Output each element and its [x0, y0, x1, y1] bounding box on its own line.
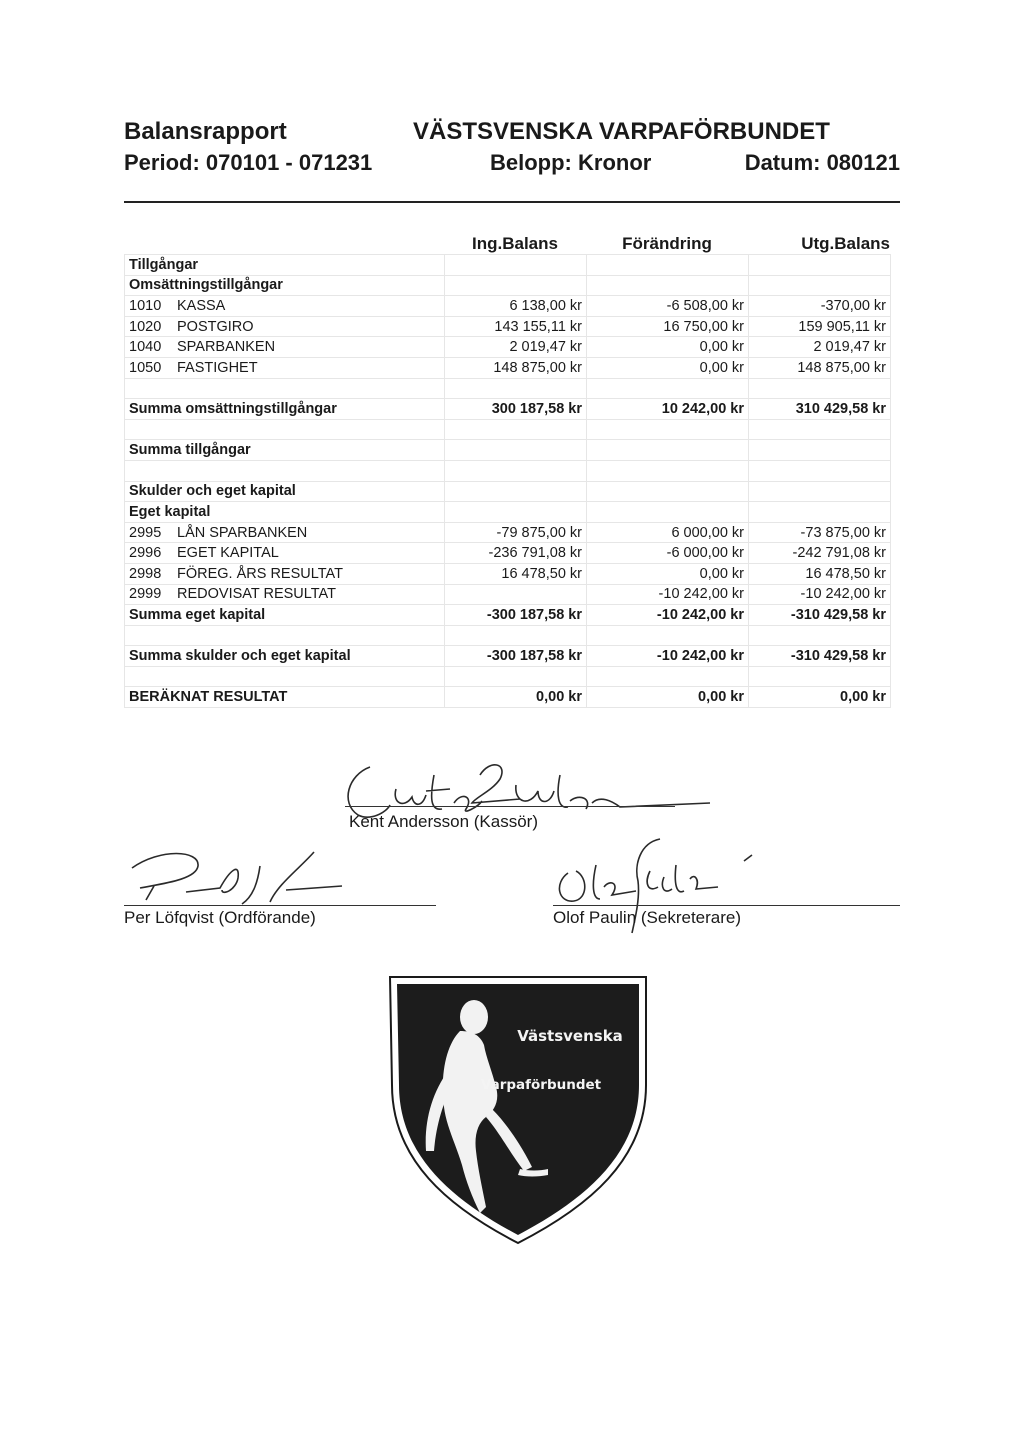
value-closing — [749, 481, 891, 502]
row-label — [125, 275, 445, 296]
account-number: 1040 — [129, 339, 162, 356]
report-title: Balansrapport — [124, 118, 287, 145]
account-name: LÅN SPARBANKEN — [177, 524, 308, 541]
row-label — [125, 502, 445, 523]
value-closing: 2 019,47 kr — [749, 337, 891, 358]
value-change — [587, 378, 749, 399]
value-change: -10 242,00 kr — [587, 605, 749, 626]
organisation-name: VÄSTSVENSKA VARPAFÖRBUNDET — [413, 118, 830, 145]
table-row — [125, 502, 891, 523]
report-period: Period: 070101 - 071231 — [124, 150, 373, 175]
value-closing: -73 875,00 kr — [749, 522, 891, 543]
value-opening: 148 875,00 kr — [445, 357, 587, 378]
row-label — [125, 440, 445, 461]
value-opening: -300 187,58 kr — [445, 646, 587, 667]
value-change — [587, 460, 749, 481]
account-name: Summa eget kapital — [129, 606, 266, 623]
value-closing — [749, 419, 891, 440]
table-row — [125, 275, 891, 296]
value-opening — [445, 481, 587, 502]
table-row — [125, 563, 891, 584]
table-row — [125, 440, 891, 461]
value-opening: -236 791,08 kr — [445, 543, 587, 564]
value-change: 0,00 kr — [587, 357, 749, 378]
value-change: 0,00 kr — [587, 337, 749, 358]
account-number: 2998 — [129, 565, 162, 582]
table-row — [125, 522, 891, 543]
table-row — [125, 543, 891, 564]
column-header-opening: Ing.Balans — [472, 234, 558, 253]
account-name: Tillgångar — [129, 256, 199, 273]
account-number: 2995 — [129, 524, 162, 541]
value-opening — [445, 419, 587, 440]
value-closing — [749, 625, 891, 646]
value-change: -6 000,00 kr — [587, 543, 749, 564]
amount-unit: Belopp: Kronor — [490, 150, 652, 175]
spacer-row — [125, 378, 891, 399]
account-name: Omsättningstillgångar — [129, 277, 283, 294]
value-opening: 0,00 kr — [445, 687, 587, 708]
row-label — [125, 522, 445, 543]
spacer-row — [125, 625, 891, 646]
table-row — [125, 481, 891, 502]
account-name: Summa tillgångar — [129, 442, 251, 459]
row-label — [125, 584, 445, 605]
row-label — [125, 625, 445, 646]
account-name: FÖREG. ÅRS RESULTAT — [177, 565, 343, 582]
spacer-row — [125, 666, 891, 687]
account-name: Summa omsättningstillgångar — [129, 400, 337, 417]
row-label — [125, 460, 445, 481]
spacer-row — [125, 460, 891, 481]
value-closing — [749, 666, 891, 687]
row-label — [125, 316, 445, 337]
chairman-signature-line — [124, 905, 436, 906]
value-closing — [749, 440, 891, 461]
row-label — [125, 399, 445, 420]
value-change — [587, 666, 749, 687]
value-opening: -300 187,58 kr — [445, 605, 587, 626]
row-label — [125, 687, 445, 708]
treasurer-name: Kent Andersson (Kassör) — [349, 812, 538, 831]
value-opening — [445, 625, 587, 646]
value-closing — [749, 275, 891, 296]
value-closing: 16 478,50 kr — [749, 563, 891, 584]
value-change — [587, 625, 749, 646]
value-change — [587, 440, 749, 461]
value-closing — [749, 378, 891, 399]
row-label — [125, 563, 445, 584]
row-label — [125, 296, 445, 317]
table-row — [125, 296, 891, 317]
header-divider — [124, 201, 900, 203]
value-closing: -10 242,00 kr — [749, 584, 891, 605]
value-change — [587, 275, 749, 296]
value-change: 0,00 kr — [587, 687, 749, 708]
column-header-closing: Utg.Balans — [801, 234, 890, 253]
value-opening — [445, 460, 587, 481]
row-label — [125, 481, 445, 502]
value-opening — [445, 502, 587, 523]
value-change — [587, 255, 749, 276]
value-opening: 300 187,58 kr — [445, 399, 587, 420]
value-closing: -370,00 kr — [749, 296, 891, 317]
row-label — [125, 666, 445, 687]
value-opening: 6 138,00 kr — [445, 296, 587, 317]
value-opening — [445, 440, 587, 461]
row-label — [125, 543, 445, 564]
account-name: Eget kapital — [129, 503, 211, 520]
table-row — [125, 316, 891, 337]
value-change: -10 242,00 kr — [587, 646, 749, 667]
value-change — [587, 419, 749, 440]
value-change — [587, 481, 749, 502]
account-name: BERÄKNAT RESULTAT — [129, 689, 288, 706]
spacer-row — [125, 419, 891, 440]
chairman-name: Per Löfqvist (Ordförande) — [124, 908, 316, 927]
logo-text-line1: Västsvenska — [517, 1027, 623, 1045]
value-opening — [445, 666, 587, 687]
value-change: 10 242,00 kr — [587, 399, 749, 420]
table-row — [125, 399, 891, 420]
value-closing: -310 429,58 kr — [749, 605, 891, 626]
value-opening: -79 875,00 kr — [445, 522, 587, 543]
value-closing: 310 429,58 kr — [749, 399, 891, 420]
value-opening — [445, 275, 587, 296]
account-name: FASTIGHET — [177, 359, 258, 376]
account-name: POSTGIRO — [177, 318, 254, 335]
value-closing: -242 791,08 kr — [749, 543, 891, 564]
row-label — [125, 605, 445, 626]
table-row — [125, 357, 891, 378]
value-closing: 0,00 kr — [749, 687, 891, 708]
account-number: 1010 — [129, 297, 162, 314]
value-change — [587, 502, 749, 523]
value-closing — [749, 460, 891, 481]
value-closing — [749, 255, 891, 276]
value-opening: 143 155,11 kr — [445, 316, 587, 337]
value-change: 0,00 kr — [587, 563, 749, 584]
row-label — [125, 255, 445, 276]
report-date: Datum: 080121 — [744, 150, 900, 175]
row-label — [125, 337, 445, 358]
account-name: Skulder och eget kapital — [129, 483, 296, 500]
value-opening: 16 478,50 kr — [445, 563, 587, 584]
value-closing: 148 875,00 kr — [749, 357, 891, 378]
secretary-signature-line — [553, 905, 900, 906]
value-opening — [445, 584, 587, 605]
table-row — [125, 646, 891, 667]
table-row — [125, 687, 891, 708]
value-change: -6 508,00 kr — [587, 296, 749, 317]
table-row — [125, 255, 891, 276]
row-label — [125, 419, 445, 440]
secretary-name: Olof Paulin (Sekreterare) — [553, 908, 742, 927]
value-change: 6 000,00 kr — [587, 522, 749, 543]
table-row — [125, 584, 891, 605]
value-closing: -310 429,58 kr — [749, 646, 891, 667]
row-label — [125, 357, 445, 378]
row-label — [125, 378, 445, 399]
value-change: -10 242,00 kr — [587, 584, 749, 605]
value-closing — [749, 502, 891, 523]
logo-text-line2: Varpaförbundet — [480, 1077, 602, 1093]
value-closing: 159 905,11 kr — [749, 316, 891, 337]
association-logo — [388, 975, 650, 1245]
table-row — [125, 337, 891, 358]
account-name: EGET KAPITAL — [177, 545, 279, 562]
row-label — [125, 646, 445, 667]
treasurer-signature-line — [345, 806, 675, 807]
account-name: REDOVISAT RESULTAT — [177, 586, 336, 603]
value-change: 16 750,00 kr — [587, 316, 749, 337]
account-name: SPARBANKEN — [177, 339, 276, 356]
account-number: 1050 — [129, 359, 162, 376]
value-opening: 2 019,47 kr — [445, 337, 587, 358]
column-header-change: Förändring — [622, 234, 712, 253]
table-row — [125, 605, 891, 626]
account-number: 2996 — [129, 545, 162, 562]
value-opening — [445, 378, 587, 399]
value-opening — [445, 255, 587, 276]
account-name: KASSA — [177, 297, 226, 314]
balance-table — [124, 254, 891, 708]
chairman-signature — [110, 840, 350, 910]
account-number: 1020 — [129, 318, 162, 335]
account-number: 2999 — [129, 586, 162, 603]
account-name: Summa skulder och eget kapital — [129, 648, 351, 665]
